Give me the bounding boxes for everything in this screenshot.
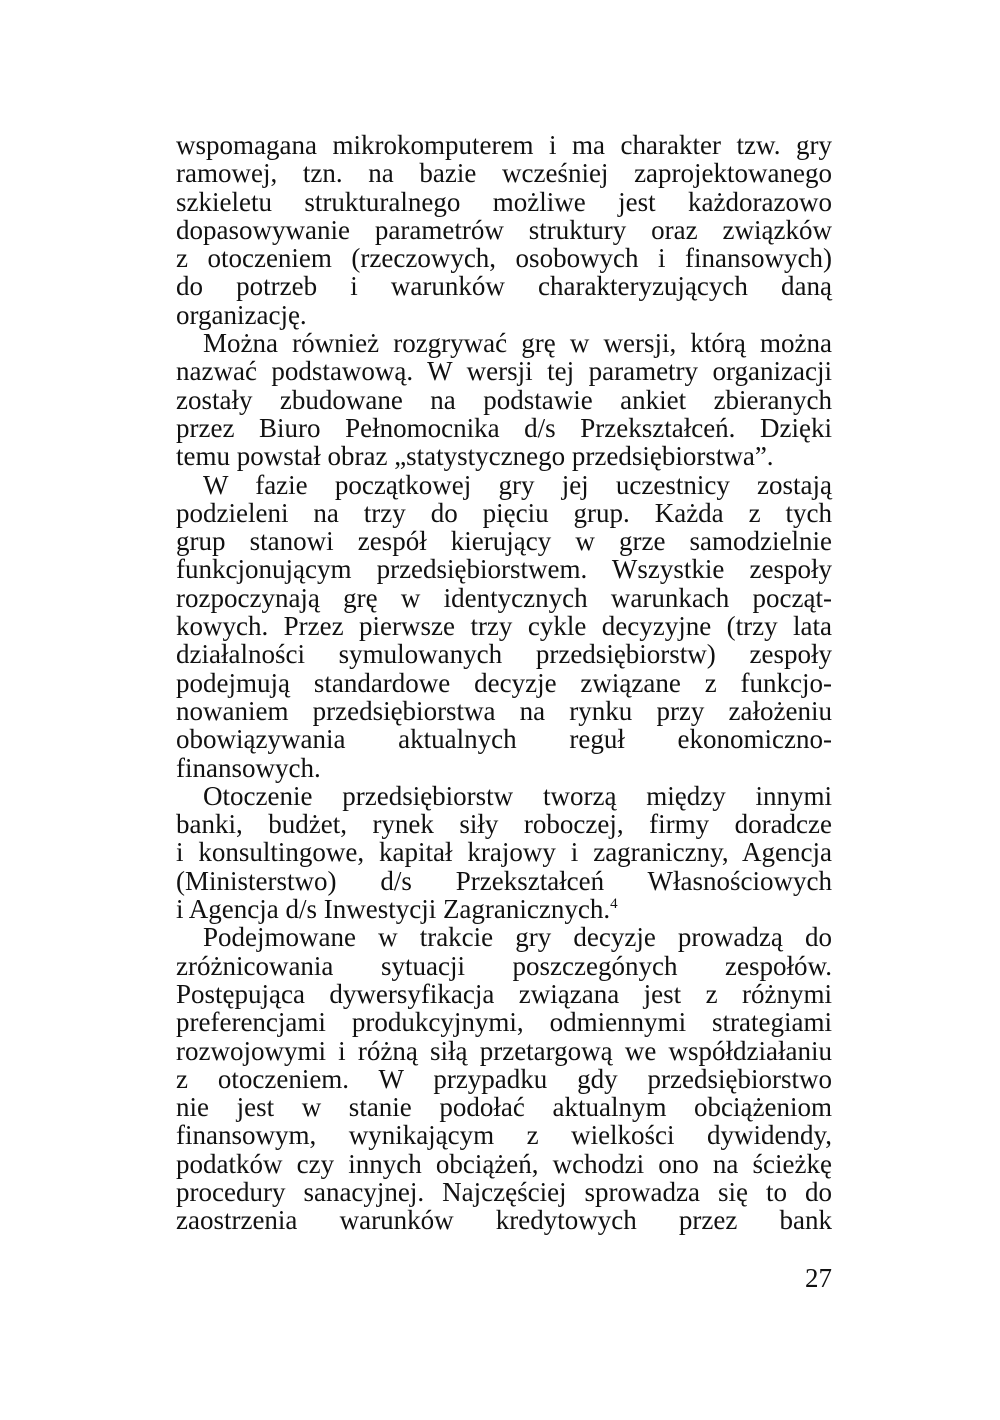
text-line <box>176 1008 832 1036</box>
text-line-content: i Agencja d/s Inwestycji Zagranicznych. <box>176 894 611 925</box>
text-line-content: z otoczeniem. W przypadku gdy przedsiębiorstwo <box>176 1063 832 1094</box>
text-line <box>176 555 832 583</box>
text-line-content: podejmują standardowe decyzje związane z funkcjo- <box>176 667 832 698</box>
text-line-content: zaostrzenia warunków kredytowych przez bank <box>176 1205 832 1236</box>
text-line <box>176 697 832 725</box>
text-line <box>176 357 832 385</box>
text-line <box>176 216 832 244</box>
text-line <box>176 612 832 640</box>
paragraph <box>176 782 832 923</box>
text-line <box>176 442 832 470</box>
text-line-content: Otoczenie przedsiębiorstw tworzą między innymi <box>203 780 832 811</box>
text-line <box>176 386 832 414</box>
text-line-content: banki, budżet, rynek siły roboczej, firmy doradcze <box>176 809 832 840</box>
text-line-content: działalności symulowanych przedsiębiorstw) zespoły <box>176 639 832 670</box>
text-line-content: rozwojowymi i różną siłą przetargową we współdziałaniu <box>176 1035 832 1066</box>
text-line <box>176 810 832 838</box>
text-line-content: procedury sanacyjnej. Najczęściej sprowadza się to do <box>176 1176 832 1207</box>
text-line-content: nie jest w stanie podołać aktualnym obciążeniom <box>176 1092 832 1123</box>
text-line <box>176 980 832 1008</box>
paragraph <box>176 471 832 782</box>
text-line <box>176 499 832 527</box>
text-line-content: podzieleni na trzy do pięciu grup. Każda z tych <box>176 497 832 528</box>
text-line-content: (Ministerstwo) d/s Przekształceń Własnościowych <box>176 865 832 896</box>
text-line-content: organizację. <box>176 299 307 330</box>
text-line <box>176 725 832 753</box>
text-line <box>176 329 832 357</box>
text-line-content: finansowych. <box>176 752 321 783</box>
text-line-content: finansowym, wynikającym z wielkości dywidendy, <box>176 1120 832 1151</box>
text-line <box>176 131 832 159</box>
text-line <box>176 1065 832 1093</box>
text-line <box>176 584 832 612</box>
text-line <box>176 754 832 782</box>
text-line-content: przez Biuro Pełnomocnika d/s Przekształceń. Dzięki <box>176 412 832 443</box>
text-line <box>176 782 832 810</box>
paragraph <box>176 131 832 329</box>
text-line <box>176 1206 832 1234</box>
paragraph <box>176 923 832 1234</box>
text-line-content: zostały zbudowane na podstawie ankiet zbieranych <box>176 384 832 415</box>
text-line-content: funkcjonującym przedsiębiorstwem. Wszystkie zespoły <box>176 554 832 585</box>
text-line-content: Postępująca dywersyfikacja związana jest z różnymi <box>176 978 832 1009</box>
text-line-content: dopasowywanie parametrów struktury oraz związków <box>176 214 832 245</box>
text-line <box>176 923 832 951</box>
text-line-content: grup stanowi zespół kierujący w grze samodzielnie <box>176 526 832 557</box>
text-line-content: do potrzeb i warunków charakteryzujących daną <box>176 271 832 302</box>
text-line <box>176 244 832 272</box>
text-line <box>176 1037 832 1065</box>
page-number: 27 <box>805 1263 832 1293</box>
paragraph <box>176 329 832 470</box>
text-line-content: zróżnicowania sytuacji poszczegónych zespołów. <box>176 950 832 981</box>
text-line <box>176 471 832 499</box>
text-line <box>176 669 832 697</box>
text-line-content: podatków czy innych obciążeń, wchodzi ono na ścieżkę <box>176 1148 832 1179</box>
text-line <box>176 895 832 923</box>
text-line-content: i konsultingowe, kapitał krajowy i zagraniczny, Agencja <box>176 837 832 868</box>
text-line <box>176 1178 832 1206</box>
text-line-content: z otoczeniem (rzeczowych, osobowych i finansowych) <box>176 243 832 274</box>
text-line <box>176 188 832 216</box>
text-line-content: Można również rozgrywać grę w wersji, którą można <box>203 328 832 359</box>
text-line <box>176 1121 832 1149</box>
text-line-content: nazwać podstawową. W wersji tej parametry organizacji <box>176 356 832 387</box>
text-line <box>176 1093 832 1121</box>
text-line-content: ramowej, tzn. na bazie wcześniej zaprojektowanego <box>176 158 832 189</box>
text-line <box>176 527 832 555</box>
text-line <box>176 414 832 442</box>
text-line-content: Podejmowane w trakcie gry decyzje prowadzą do <box>203 922 832 953</box>
text-line-content: preferencjami produkcyjnymi, odmiennymi strategiami <box>176 1007 832 1038</box>
text-line <box>176 952 832 980</box>
text-line <box>176 640 832 668</box>
text-line-content: szkieletu strukturalnego możliwe jest każdorazowo <box>176 186 832 217</box>
text-line <box>176 272 832 300</box>
text-line <box>176 867 832 895</box>
footnote-reference: 4 <box>610 896 618 913</box>
text-line <box>176 838 832 866</box>
text-line-content: kowych. Przez pierwsze trzy cykle decyzyjne (trzy lata <box>176 611 832 642</box>
text-line-content: W fazie początkowej gry jej uczestnicy zostają <box>203 469 832 500</box>
text-line <box>176 159 832 187</box>
text-line-content: nowaniem przedsiębiorstwa na rynku przy założeniu <box>176 695 832 726</box>
text-line <box>176 301 832 329</box>
text-line-content: obowiązywania aktualnych reguł ekonomiczno- <box>176 724 832 755</box>
text-line <box>176 1150 832 1178</box>
text-line-content: wspomagana mikrokomputerem i ma charakter tzw. gry <box>176 130 832 160</box>
body-text <box>176 131 832 1235</box>
text-line-content: temu powstał obraz „statystycznego przedsiębiorstwa”. <box>176 441 774 472</box>
text-line-content: rozpoczynają grę w identycznych warunkach począt- <box>176 582 832 613</box>
